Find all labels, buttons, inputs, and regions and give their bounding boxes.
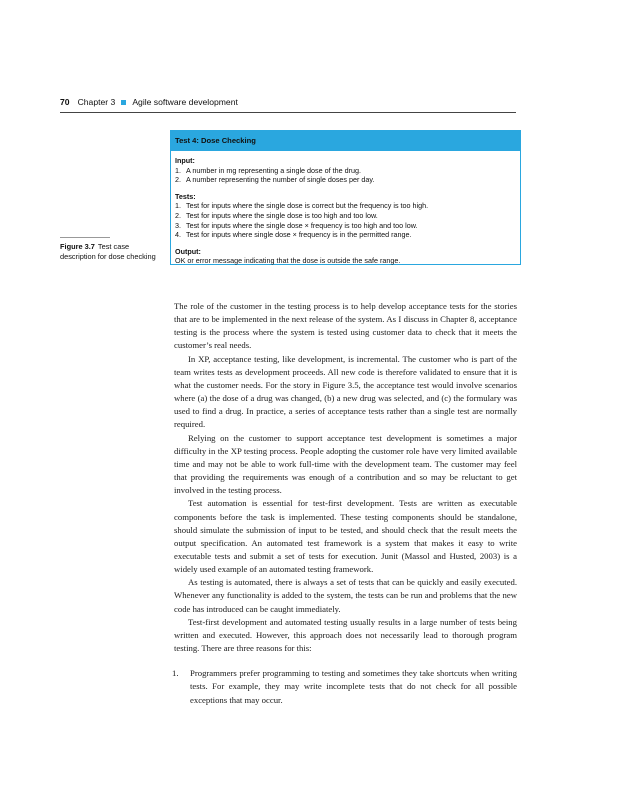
test-case-body bbox=[171, 151, 520, 266]
test-item-number: 4. bbox=[175, 230, 181, 240]
paragraph: Test automation is essential for test-first development. Tests are written as executable components before the task is implemented. These testing components should be standalone, should simulate the submission of input to be tested, and should check that the result meets the output specification. An automated test framework is a system that makes it easy to write executable tests and submit a set of tests for execution. Junit (Massol and Husted, 2003) is a widely used example of an automated testing framework. bbox=[174, 498, 517, 575]
list-item-text: Programmers prefer programming to testing and sometimes they take shortcuts when writing tests. For example, they may write incomplete tests that do not check for all possible exceptions that may occur. bbox=[190, 668, 517, 705]
paragraph: In XP, acceptance testing, like development, is incremental. The customer who is part of the team writes tests as development proceeds. All new code is therefore validated to ensure that it is what the customer needs. For the story in Figure 3.5, the acceptance test would involve scenarios where (a) the dose of a drug was changed, (b) a new drug was selected, and (c) the formulary was used to find a drug. In practice, a series of acceptance tests rather than a single test are normally required. bbox=[174, 353, 517, 430]
numbered-list bbox=[174, 667, 517, 706]
blue-square-icon bbox=[121, 100, 126, 105]
figure-caption-text: Test case description for dose checking bbox=[60, 242, 156, 261]
test-item-text: Test for inputs where single dose × frequency is in the permitted range. bbox=[186, 230, 412, 240]
test-item-text: Test for inputs where the single dose is correct but the frequency is too high. bbox=[186, 201, 429, 211]
input-item-number: 2. bbox=[175, 175, 181, 185]
input-item-text: A number in mg representing a single dose of the drug. bbox=[186, 165, 362, 175]
caption-divider bbox=[60, 237, 110, 238]
test-item-number: 3. bbox=[175, 220, 181, 230]
paragraph: Test-first development and automated testing usually results in a large number of tests being written and executed. However, this approach does not necessarily lead to thorough program testing. There are three reasons for this: bbox=[174, 616, 517, 654]
paragraph: As testing is automated, there is always a set of tests that can be quickly and easily executed. Whenever any functionality is added to the system, the tests can be run and problems that the new code has introduced can be caught immediately. bbox=[174, 577, 517, 614]
input-label: Input: bbox=[175, 156, 195, 165]
chapter-label: Chapter 3 bbox=[77, 97, 116, 107]
test-item bbox=[175, 211, 516, 221]
test-item-number: 1. bbox=[175, 201, 181, 211]
input-list bbox=[175, 166, 516, 185]
list-item bbox=[174, 667, 517, 706]
figure-label: Figure 3.7 bbox=[60, 242, 95, 251]
test-case-title: Test 4: Dose Checking bbox=[171, 131, 520, 151]
input-item bbox=[175, 166, 516, 176]
output-text: OK or error message indicating that the dose is outside the safe range. bbox=[175, 256, 401, 266]
test-item bbox=[175, 230, 516, 240]
chapter-title: Agile software development bbox=[132, 97, 238, 107]
test-item bbox=[175, 221, 516, 231]
test-item-text: Test for inputs where the single dose is too high and too low. bbox=[186, 210, 378, 220]
paragraph: The role of the customer in the testing process is to help develop acceptance tests for the stories that are to be implemented in the next release of the system. As I discuss in Chapter 8, acceptance testing is the process where the system is tested using customer data to check that it meets the customer’s real needs. bbox=[174, 301, 517, 351]
page-number: 70 bbox=[60, 97, 70, 107]
figure-caption bbox=[60, 242, 164, 262]
list-item-number: 1. bbox=[172, 668, 179, 679]
input-item-number: 1. bbox=[175, 165, 181, 175]
input-item-text: A number representing the number of single doses per day. bbox=[186, 175, 375, 185]
output-label: Output: bbox=[175, 246, 201, 256]
tests-list bbox=[175, 201, 516, 239]
test-case-box bbox=[170, 130, 521, 265]
test-item bbox=[175, 201, 516, 211]
test-item-text: Test for inputs where the single dose × frequency is too high and too low. bbox=[186, 220, 418, 230]
header-divider bbox=[60, 112, 516, 113]
paragraph: Relying on the customer to support acceptance test development is sometimes a major difficulty in the XP testing process. People adopting the customer role have very limited available time and may not be able to work full-time with the development team. The customer may feel that providing the requirements was enough of a contribution and so may be reluctant to get involved in the testing process. bbox=[174, 432, 517, 496]
running-header bbox=[60, 95, 516, 109]
test-item-number: 2. bbox=[175, 210, 181, 220]
body-text bbox=[174, 300, 517, 707]
input-item bbox=[175, 175, 516, 185]
tests-label: Tests: bbox=[175, 191, 196, 201]
